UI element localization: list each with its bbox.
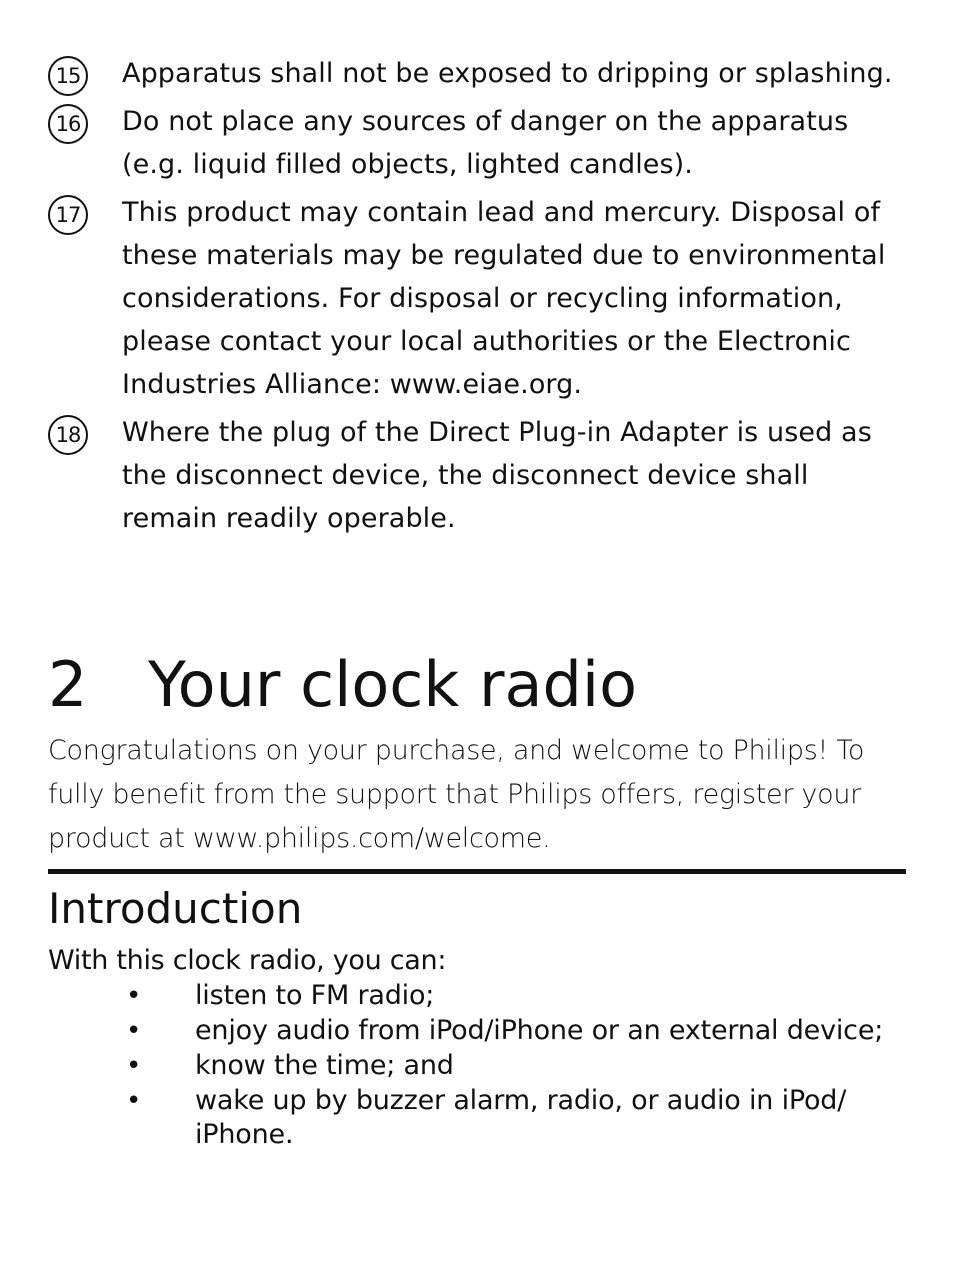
list-item-text: enjoy audio from iPod/iPhone or an external device;: [195, 1015, 884, 1046]
feature-bullet-list: [48, 979, 908, 1153]
introduction-lead: With this clock radio, you can:: [48, 945, 447, 976]
list-item: [48, 1049, 908, 1083]
list-item: [48, 1084, 908, 1152]
chapter-heading: [48, 645, 637, 725]
safety-item-text: Where the plug of the Direct Plug-in Adapter is used as the disconnect device, the disconnect device shall remain readily operable.: [122, 417, 872, 534]
safety-item-text: Do not place any sources of danger on the apparatus (e.g. liquid filled objects, lighted candles).: [122, 106, 849, 180]
safety-item-15: [48, 52, 908, 95]
chapter-number: 2: [48, 648, 88, 721]
bullet-icon: •: [126, 1086, 142, 1116]
section-title-introduction: Introduction: [48, 884, 303, 933]
safety-item-text: Apparatus shall not be exposed to dripping or splashing.: [122, 58, 893, 89]
list-item: [48, 1014, 908, 1048]
item-number-badge: 15: [48, 56, 88, 96]
safety-items-list: [48, 52, 908, 545]
chapter-intro-paragraph: Congratulations on your purchase, and welcome to Philips! To fully benefit from the support that Philips offers, register your product at www.philips.com/welcome.: [48, 735, 865, 854]
list-item: [48, 979, 908, 1013]
safety-item-text: This product may contain lead and mercury. Disposal of these materials may be regulated due to environmental considerations. For disposal or recycling information, please contact your local authorities or the Electronic Industries Alliance: www.eiae.org.: [122, 197, 886, 400]
item-number-badge: 17: [48, 195, 88, 235]
safety-item-18: [48, 411, 908, 540]
bullet-icon: •: [126, 1051, 142, 1081]
chapter-title: Your clock radio: [148, 648, 638, 721]
safety-item-16: [48, 100, 908, 186]
item-number-badge: 16: [48, 104, 88, 144]
safety-item-17: [48, 191, 908, 406]
item-number-badge: 18: [48, 415, 88, 455]
section-divider: [48, 869, 906, 874]
list-item-text: know the time; and: [195, 1050, 454, 1081]
bullet-icon: •: [126, 981, 142, 1011]
list-item-text: listen to FM radio;: [195, 980, 435, 1011]
bullet-icon: •: [126, 1016, 142, 1046]
list-item-text: wake up by buzzer alarm, radio, or audio in iPod/ iPhone.: [195, 1085, 847, 1150]
